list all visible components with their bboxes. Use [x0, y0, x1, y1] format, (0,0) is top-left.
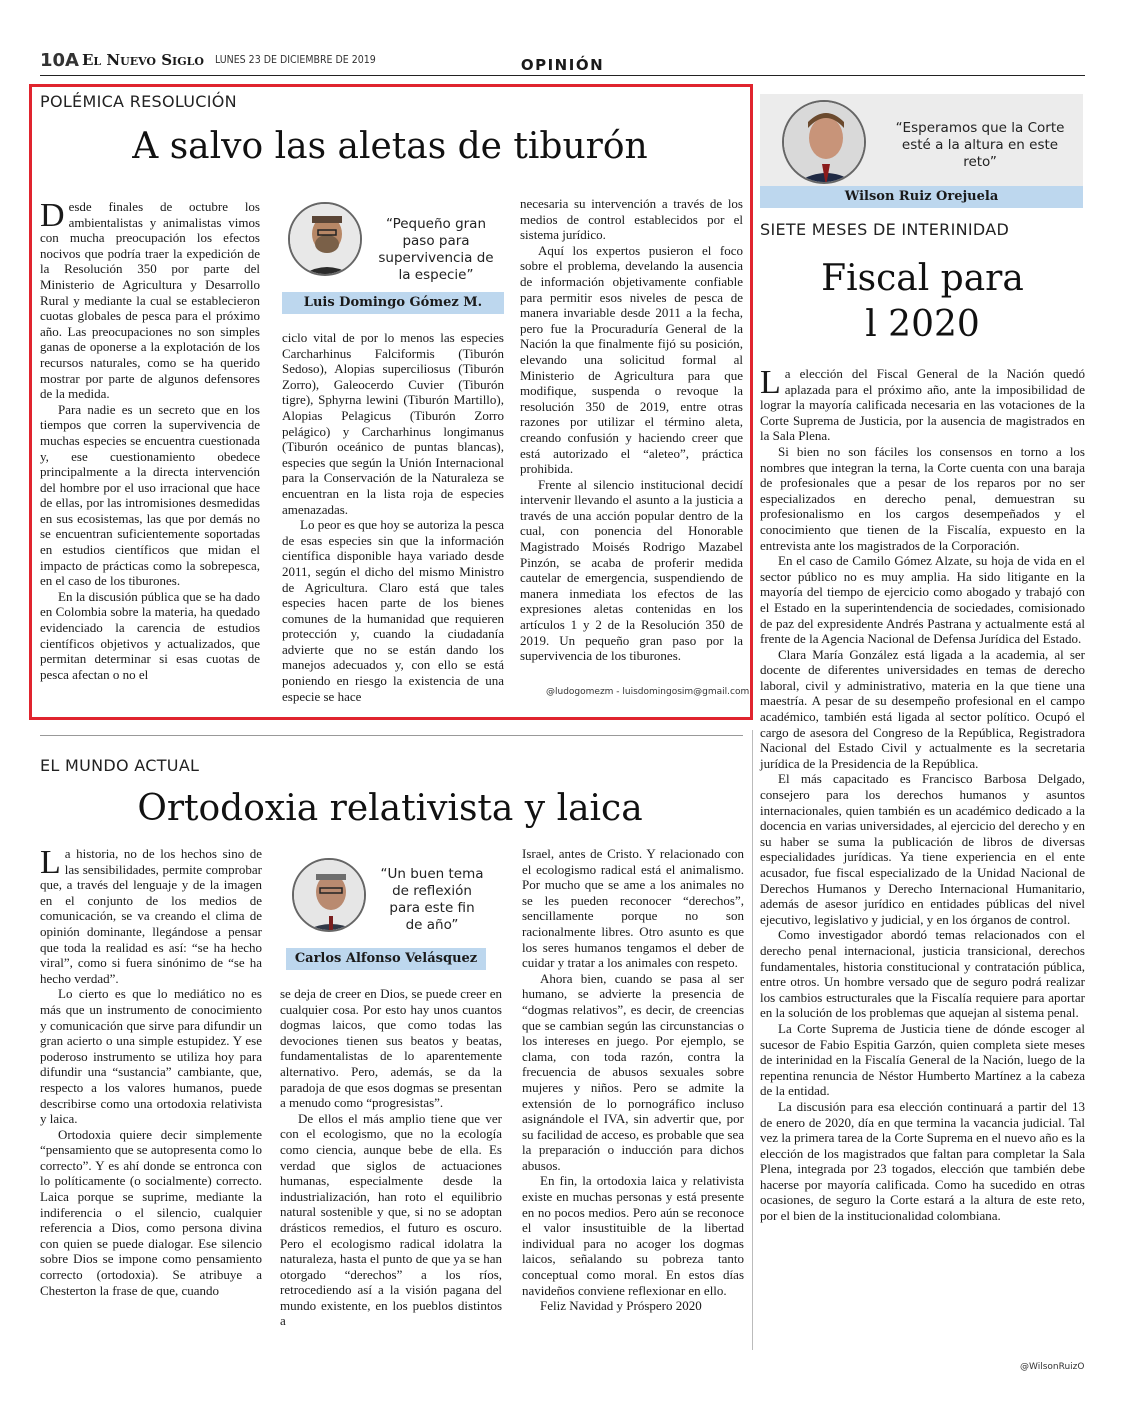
- dropcap: L: [40, 844, 61, 881]
- pull-quote: “Esperamos que la Corte esté a la altura en este reto”: [895, 120, 1065, 170]
- paragraph: En fin, la ortodoxia laica y relativista existe en muchas personas y está presente en no pocos medios. Pero aún se reconoce el valor insustituible de la libertad individual para no acoger los dogmas laicos, señalando su pobreza tanto conceptual como moral. En estos días navideños conviene reflexionar en ello.: [522, 1173, 744, 1298]
- paragraph: Frente al silencio institucional decidí intervenir llevando el asunto a la justicia a través de una acción popular dentro de la cual, con ponencia del Honorable Magistrado Moisés Rodrigo Mazabel Pinzón, se acaba de proferir medida cautelar de emergencia, suspendiendo de manera inmediata los efectos de las expresiones aletas contenidas en los artículos 1 y 2 de la Resolución 350 de 2019. Un pequeño gran paso por la supervivencia de los tiburones.: [520, 476, 743, 664]
- author-name: Luis Domingo Gómez M.: [282, 292, 504, 314]
- pull-quote: “Pequeño gran paso para supervivencia de la especie”: [378, 216, 494, 283]
- article2-column-1: [40, 846, 262, 1298]
- headline-line: l 2020: [865, 304, 980, 345]
- article3-headline: [760, 256, 1085, 348]
- paragraph: Lo peor es que hoy se autoriza la pesca de esas especies sin que la información científica disponible haya variado desde 2011, según el dicho del mismo Ministro de Agricultura. Claro está que tales especies hacen parte de los bienes comunes de la humanidad que requieren protección y, cuando la ciudadanía advierte que no se están dando los manejos adecuados y, con ello se está poniendo en riesgo la existencia de una especie se hace: [282, 517, 504, 704]
- paragraph: Como investigador abordó temas relacionados con el derecho penal internacional, justicia transicional, derechos fundamentales, historia constitucional y contratación pública, entre otros. Un hombre versado que de seguro podrá realizar los cambios estructurales que la Fiscalía requiere para aportar en la solución de los problemas que aquejan al sistema penal.: [760, 927, 1085, 1021]
- paragraph: a elección del Fiscal General de la Nación quedó aplazada para el próximo año, ante la imposibilidad de lograr la mayoría calificada necesaria en las votaciones de la Corte Suprema de Justicia, por la ausencia de magistrados en la Sala Plena.: [760, 366, 1085, 444]
- article1-pullquote: [282, 196, 504, 318]
- pull-quote: “Un buen tema de reflexión para este fin de año”: [380, 866, 484, 933]
- paragraph: De ellos el más amplio tiene que ver con el ecologismo, que no la ecología como ciencia, aunque bebe de ella. Es verdad que siglos de actuaciones humanas, especialmente desde la industrialización, han roto el equilibrio natural sostenible y que, si no se adoptan drásticos remedios, el futuro es oscuro. Pero el ecologismo radical idolatra la naturaleza, hasta el punto de que ya se han otorgado “derechos” a los ríos, retrocediendo así a la visión pagana del mundo existente, en los pueblos distintos a: [280, 1110, 502, 1329]
- paragraph: En la discusión pública que se ha dado en Colombia sobre la materia, ha quedado evidenciado la carencia de estudios científicos objetivos y actualizados, que permitan determinar si esas cuotas de pesca afectan o no el: [40, 588, 260, 682]
- paragraph: Feliz Navidad y Próspero 2020: [540, 1298, 702, 1314]
- paragraph: se deja de creer en Dios, se puede creer en cualquier cosa. Por esto hay unos cuantos dogmas laicos, que como todas las devociones tienen sus beatos y beatas, fundamentalistas de lo aparentemente alternativo. Pero, además, se da la paradoja de que esos dogmas se presentan a menudo como “progresistas”.: [280, 986, 502, 1111]
- paragraph: Lo cierto es que lo mediático no es más que un instrumento de conocimiento y comunicación que sirve para difundir un gran acierto o una simple estupidez. Y ese poderoso instrumento se utiliza hoy para difundir una “sustancia” cambiante, que, respecto a los valores humanos, puede describirse como una ortodoxia relativista y laica.: [40, 986, 262, 1127]
- article2-headline: Ortodoxia relativista y laica: [137, 788, 643, 829]
- paragraph: Clara María González está ligada a la academia, al ser docente de diferentes universidades en temas de derecho laboral, civil y administrativo, materia en la que tiene una maestría. A pesar de su desempeño profesional en el campo académico, también está ligada al sector político. Ocupó el cargo de asesora del Congreso de la República, Registradora Nacional del Estado Civil y actualmente es la secretaria jurídica de la Presidencia de la República.: [760, 646, 1085, 771]
- article1-column-2: [282, 330, 504, 704]
- paragraph: El más capacitado es Francisco Barbosa Delgado, consejero para los derechos humanos y asuntos internacionales, quien también es un académico dedicado a la docencia en varias universidades, al ejercicio del derecho y en su haber se suma la publicación de libros de diversas especialidades jurídicas. Ya tiene experiencia en el ente acusador, fue fiscal especializado de la Unidad Nacional de Derechos Humanos y Derecho Internacional Humanitario, además de asesor jurídico en entidades públicas del nivel ejecutivo, legislativo y judicial, y en los órganos de control.: [760, 771, 1085, 927]
- paragraph: Israel, antes de Cristo. Y relacionado con el ecologismo radical está el animalismo. Por mucho que se ame a los animales no se les pueden reconocer “derechos”, sencillamente porque no son racionalmente libres. Otro asunto es que los seres humanos tengamos el deber de cuidar y tratar a los animales con respeto.: [522, 846, 744, 971]
- author-name: Wilson Ruiz Orejuela: [760, 186, 1083, 208]
- article1-kicker: POLÉMICA RESOLUCIÓN: [40, 92, 237, 111]
- dropcap: D: [40, 197, 65, 234]
- person-icon: [294, 860, 366, 932]
- issue-date: LUNES 23 DE DICIEMBRE DE 2019: [215, 54, 376, 66]
- section-title: OPINIÓN: [520, 56, 605, 74]
- article3-body: [760, 366, 1085, 1224]
- author-portrait: [288, 202, 362, 276]
- paragraph: ciclo vital de por lo menos las especies Carcharhinus Falciformis (Tiburón Sedoso), Alopias superciliosus (Tiburón Zorro), Galeocerdo Cuvier (Tiburón tigre), Sphyrna lewini (Tiburón Martillo), Alopias Pelagicus (Tiburón Zorro pelágico) y Carcharhinus longimanus (Tiburón oceánico de puntas blancas), especies que según la Unión Internacional para la Conservación de la Naturaleza se encuentran en la lista roja de especies amenazadas.: [282, 330, 504, 517]
- article1-column-1: [40, 199, 260, 682]
- author-portrait: [292, 858, 366, 932]
- paragraph: Aquí los expertos pusieron el foco sobre el problema, develando la ausencia de información objetivamente confiable para permitir esos niveles de pesca de manera invariable desde 2011 a la fecha, pero fue la Procuraduría General de la Nación la que finalmente fijó su posición, elevando una solicitud formal al Ministerio de Agricultura para que modifique, suspenda o revoque la resolución 350 de 2019, entre otras razones por utilizar el término aleta, creando confusión y haciendo creer que está autorizado el “aleteo”, práctica prohibida.: [520, 242, 743, 477]
- article2-kicker: EL MUNDO ACTUAL: [40, 756, 200, 775]
- paragraph: a historia, no de los hechos sino de las sensibilidades, permite comprobar que, a través del lenguaje y de la imagen en el conjunto de los medios de comunicación, se va creando el clima de opinión dominante, llegándose a pensar que toda la realidad es así: “se ha hecho viral”, como si fuera sinónimo de “se ha hecho verdad”.: [40, 846, 262, 986]
- paragraph: La Corte Suprema de Justicia tiene de dónde escoger al sucesor de Fabio Espitia Garzón, quien completa siete meses de interinidad en la Fiscalía General de la Nación, luego de la repentina renuncia de Néstor Humberto Martínez a la cabeza de la entidad.: [760, 1020, 1085, 1099]
- paragraph: Para nadie es un secreto que en los tiempos que corren la supervivencia de muchas especies se encuentra cuestionada y, ese cuestionamiento obedece principalmente a la directa intervención del hombre por el uso irracional que hace de ellas, por las intromisiones desmedidas en sus ecosistemas, las que por demás no se encuentran suficientemente soportadas en estudios científicos que midan el impacto de prácticas como la sobrepesca, en el caso de los tiburones.: [40, 401, 260, 589]
- masthead: [40, 50, 1085, 76]
- author-email: @ludogomezm - luisdomingosim@gmail.com: [546, 687, 750, 697]
- paragraph: Si bien no son fáciles los consensos en torno a los nombres que integran la terna, la Corte cuenta con una baraja de profesionales que a pesar de los reparos por no ser especializados en derecho penal, demuestran su profesionalismo en los cargos desempeñados y el conocimiento que tienen de la Fiscalía, expuesto en la entrevista ante los magistrados de la Corporación.: [760, 443, 1085, 553]
- article2-column-3: [522, 846, 744, 1314]
- paragraph: La discusión para esa elección continuará a partir del 13 de enero de 2020, día en que termina la vacancia judicial. Tal vez la primera tarea de la Corte Suprema en el nuevo año es la elección de los magistrados que faltan para completar la Sala Plena, integrada por 23 togados, elección que también debe hacerse por mayoría calificada. Como ha sucedido en otras ocasiones, de seguro la Corte estará a la altura de este reto, por el bien de la institucionalidad colombiana.: [760, 1098, 1085, 1224]
- article3-pullquote: [760, 94, 1083, 208]
- paragraph: necesaria su intervención a través de los medios de control establecidos por el sistema jurídico.: [520, 196, 743, 243]
- headline-line: Fiscal para: [821, 258, 1024, 299]
- person-icon: [784, 102, 866, 184]
- author-handle: @WilsonRuizO: [1020, 1362, 1085, 1372]
- section-divider: [40, 735, 743, 736]
- author-name: Carlos Alfonso Velásquez: [286, 948, 486, 970]
- page-number: 10A: [40, 50, 79, 71]
- dropcap: L: [760, 364, 781, 401]
- author-portrait: [782, 100, 866, 184]
- paragraph: Ortodoxia quiere decir simplemente “pensamiento que se autopresenta como lo correcto”. Y es ahí donde se entronca con lo políticamente (o socialmente) correcto. Laica porque se suprime, mediante la indiferencia o el silencio, cualquier referencia a Dios, como persona divina con quien se puede dialogar. Ese silencio sobre Dios se impone como pensamiento correcto (ortodoxia). Se atribuye a Chesterton la frase de que, cuando: [40, 1126, 263, 1298]
- article1-column-3: [520, 196, 743, 664]
- person-icon: [290, 204, 362, 276]
- column-divider: [752, 730, 753, 1350]
- article2-column-2: [280, 986, 502, 1329]
- paragraph: En el caso de Camilo Gómez Alzate, su hoja de vida en el sector público no es muy amplia. Ha sido litigante en la mayoría del tiempo de ejercicio como abogado y trabajó con el Estado en la superintendencia de sociedades, comisionado de paz del expresidente Andrés Pastrana y actualmente está al frente de la Agencia Nacional de Defensa Jurídica del Estado.: [760, 553, 1085, 647]
- paragraph: esde finales de octubre los ambientalistas y animalistas vimos con mucha preocupación los efectos nocivos que podría traer la expedición de la Resolución 350 por parte del Ministerio de Agricultura y Desarrollo Rural y mediante la cual se establecieron cuotas globales de pesca para el próximo año. Las preocupaciones no son simples ganas de oponerse a la explotación de los recursos naturales, como se ha querido mostrar por parte de algunos defensores de la medida.: [40, 199, 260, 402]
- article1-headline: A salvo las aletas de tiburón: [132, 126, 648, 167]
- newspaper-name: El Nuevo Siglo: [82, 51, 204, 69]
- paragraph: Ahora bien, cuando se pasa al ser humano, se advierte la presencia de “dogmas relativos”, es decir, de creencias que se cambian según las circunstancias o los intereses en juego. Por ejemplo, se clama, con toda razón, contra la frecuencia de abusos sexuales sobre mujeres y niños. Pero se admite la extensión de lo pornográfico incluso asignándole el IVA, sin advertir que, por su facilidad de acceso, es probable que sea la preparación o inducción para dichos abusos.: [522, 970, 744, 1173]
- article2-pullquote: [286, 852, 486, 972]
- article3-kicker: SIETE MESES DE INTERINIDAD: [760, 220, 1010, 239]
